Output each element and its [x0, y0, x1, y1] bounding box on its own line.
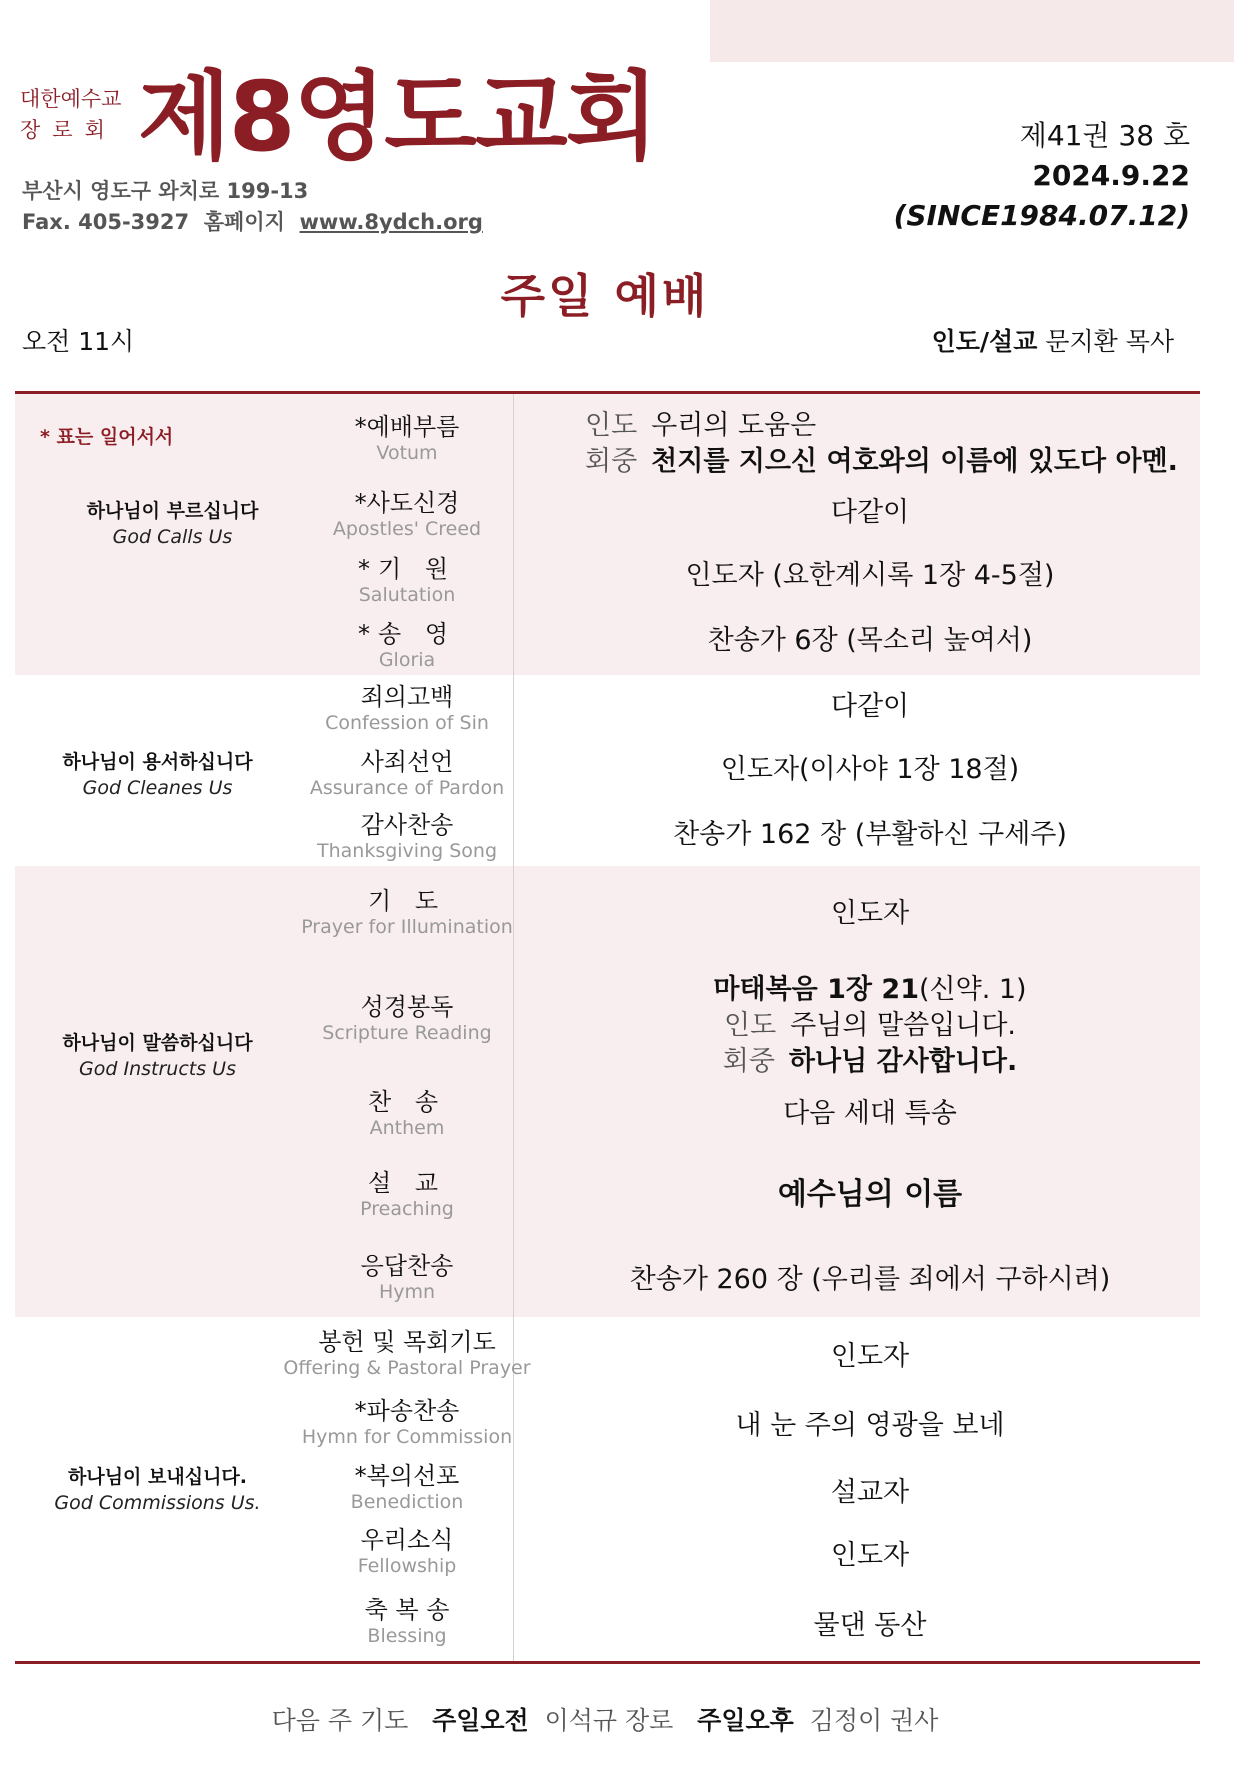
- address: 부산시 영도구 와치로 199-13: [22, 179, 309, 203]
- church-name: 제8영도교회: [138, 61, 657, 173]
- fax-homepage-line: [22, 207, 483, 238]
- order-item-anthem: 찬 송 Anthem: [368, 1088, 446, 1139]
- creed-content: 다같이: [830, 497, 910, 528]
- reading-content: 마태복음 1장 21(신약. 1) 인도 주님의 말씀입니다. 회중 하나님 감사합니다.: [713, 974, 1027, 1077]
- order-item-commission: *파송찬송 Hymn for Commission: [301, 1397, 513, 1448]
- worship-order-table: [15, 391, 1200, 1664]
- benediction-content: 설교자: [830, 1477, 910, 1508]
- section-label: 하나님이 용서하십니다 God Cleanes Us: [62, 751, 253, 799]
- denomination-line2: 장로회: [20, 118, 117, 142]
- anthem-content: 다음 세대 특송: [783, 1098, 957, 1129]
- am-name: 이석규 장로: [544, 1706, 674, 1735]
- order-item-preaching: 설 교 Preaching: [360, 1169, 454, 1220]
- votum-response: 인도 우리의 도움은 회중 천지를 지으신 여호와의 이름에 있도다 아멘.: [585, 410, 1178, 477]
- thanksgiving-content: 찬송가 162 장 (부활하신 구세주): [673, 819, 1067, 850]
- am-label: 주일오전: [432, 1706, 529, 1735]
- leader-name: 문지환 목사: [1045, 327, 1174, 356]
- order-item-gloria: *송 영 Gloria: [358, 620, 456, 671]
- order-item-reading: 성경봉독 Scripture Reading: [322, 993, 492, 1044]
- order-item-fellowship: 우리소식 Fellowship: [357, 1526, 457, 1577]
- order-item-prayer: 기 도 Prayer for Illumination: [301, 887, 513, 938]
- founded-since: (SINCE1984.07.12): [893, 199, 1190, 232]
- section-label: 하나님이 부르십니다 God Calls Us: [86, 500, 259, 548]
- denomination: [20, 84, 121, 146]
- offering-content: 인도자: [830, 1341, 910, 1372]
- section-label: 하나님이 보내십니다. God Commissions Us.: [54, 1466, 261, 1514]
- order-item-thanksgiving: 감사찬송 Thanksgiving Song: [316, 811, 498, 862]
- salutation-content: 인도자 (요한계시록 1장 4-5절): [685, 560, 1055, 591]
- order-item-blessing: 축 복 송 Blessing: [364, 1596, 450, 1647]
- next-prayer-label: 다음 주 기도: [271, 1706, 409, 1735]
- section-label: 하나님이 말씀하십니다 God Instructs Us: [62, 1032, 253, 1080]
- fax: Fax. 405-3927: [22, 210, 190, 234]
- standing-note: * 표는 일어서서: [40, 426, 174, 448]
- prayer-content: 인도자: [830, 898, 910, 929]
- blessing-content: 물댄 동산: [813, 1610, 927, 1641]
- order-item-benediction: *복의선포 Benediction: [350, 1462, 464, 1513]
- service-leader: [932, 322, 1174, 358]
- order-item-offering: 봉헌 및 목회기도 Offering & Pastoral Prayer: [283, 1328, 531, 1379]
- order-item-confession: 죄의고백 Confession of Sin: [325, 683, 489, 734]
- header-accent-band: [710, 0, 1234, 62]
- service-title: 주일 예배: [500, 269, 710, 323]
- leader-label: 인도/설교: [931, 327, 1038, 356]
- gloria-content: 찬송가 6장 (목소리 높여서): [707, 625, 1033, 656]
- issue-volume: 제41권 38 호: [1019, 119, 1190, 152]
- order-item-pardon: 사죄선언 Assurance of Pardon: [309, 748, 505, 799]
- pm-name: 김정이 권사: [809, 1706, 939, 1735]
- confession-content: 다같이: [830, 691, 910, 722]
- issue-info: [894, 116, 1190, 236]
- issue-date: 2024.9.22: [1032, 159, 1190, 192]
- order-item-salutation: *기 원 Salutation: [358, 555, 456, 606]
- service-time: 오전 11시: [22, 327, 135, 356]
- sermon-title: 예수님의 이름: [777, 1177, 963, 1212]
- homepage-link[interactable]: www.8ydch.org: [299, 210, 483, 234]
- order-item-creed: *사도신경 Apostles' Creed: [332, 489, 482, 540]
- fellowship-content: 인도자: [830, 1540, 910, 1571]
- commission-content: 내 눈 주의 영광을 보네: [735, 1410, 1005, 1441]
- denomination-line1: 대한예수교: [20, 87, 122, 111]
- hymn-content: 찬송가 260 장 (우리를 죄에서 구하시려): [629, 1264, 1111, 1295]
- homepage-label: 홈페이지: [203, 210, 285, 234]
- order-item-hymn: 응답찬송 Hymn: [360, 1252, 454, 1303]
- pardon-content: 인도자(이사야 1장 18절): [720, 754, 1020, 785]
- pm-label: 주일오후: [697, 1706, 794, 1735]
- section-band-instructs: [15, 866, 1200, 1317]
- contact-info: [22, 176, 483, 238]
- next-week-prayer: [0, 1701, 1210, 1737]
- order-item-votum: *예배부름 Votum: [354, 413, 460, 464]
